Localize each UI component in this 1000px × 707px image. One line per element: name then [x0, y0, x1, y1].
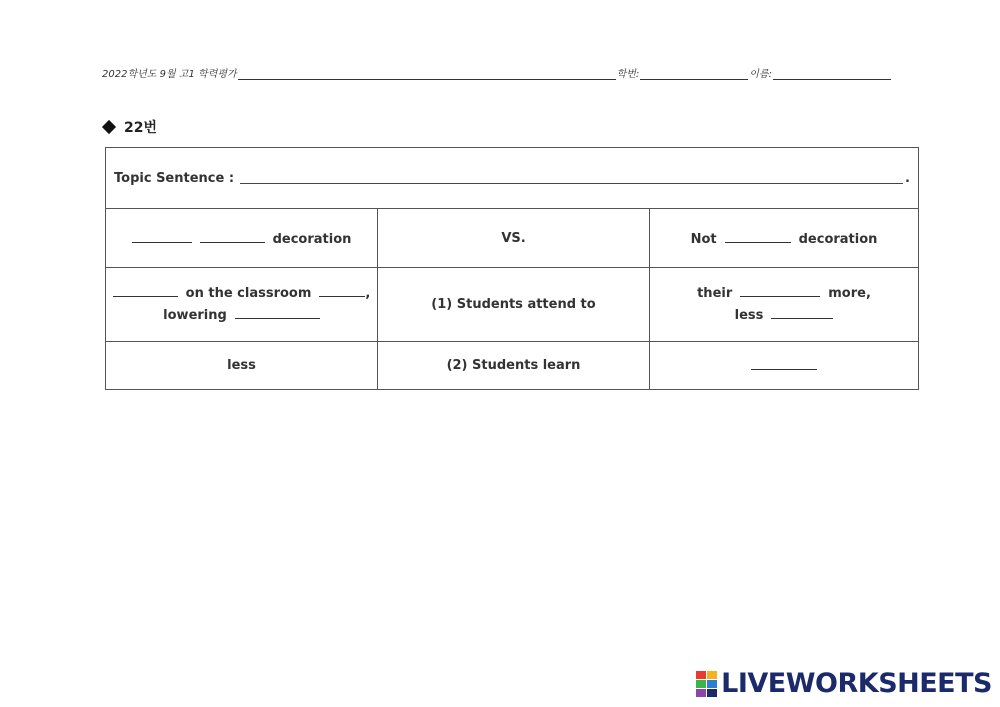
answer-blank[interactable]: [319, 284, 365, 297]
exam-title: 2022학년도 9월 고1 학력평가: [102, 69, 237, 80]
table-row: [106, 209, 919, 268]
answer-blank[interactable]: [751, 357, 817, 370]
row3-middle-text: (2) Students learn: [446, 358, 581, 373]
row2-left-cell: [106, 268, 378, 342]
row2-left-comma: ,: [365, 285, 371, 301]
name-label: 이름:: [749, 69, 772, 80]
row1-right-prefix: Not: [690, 231, 717, 247]
row3-right-cell: [650, 342, 919, 390]
row3-left-text: less: [227, 358, 256, 373]
diamond-bullet-icon: [102, 120, 116, 134]
row2-right-word3: less: [734, 307, 764, 323]
liveworksheets-logo: [696, 668, 992, 699]
row1-right-word: decoration: [798, 231, 878, 247]
topic-row: [106, 148, 919, 209]
row2-middle-cell: [378, 268, 650, 342]
row2-right-word2: more,: [828, 285, 871, 301]
exam-header: [102, 64, 892, 80]
row2-right-cell: [650, 268, 919, 342]
row1-left-word: decoration: [272, 231, 352, 247]
answer-blank[interactable]: [771, 306, 833, 319]
student-id-blank[interactable]: [640, 67, 748, 80]
row3-middle-cell: [378, 342, 650, 390]
table-row: [106, 342, 919, 390]
answer-blank[interactable]: [113, 284, 178, 297]
row3-left-cell: [106, 342, 378, 390]
row2-middle-text: (1) Students attend to: [431, 296, 596, 312]
row1-middle-cell: [378, 209, 650, 268]
row2-left-word1: on the classroom: [185, 285, 312, 301]
worksheet-table: [105, 147, 919, 390]
answer-blank[interactable]: [725, 230, 791, 243]
question-heading: [104, 117, 157, 137]
topic-sentence-blank[interactable]: [240, 163, 903, 184]
topic-label: Topic Sentence :: [114, 171, 235, 186]
student-id-label: 학번:: [616, 69, 640, 80]
row1-left-cell: [106, 209, 378, 268]
topic-cell: [106, 148, 919, 209]
logo-text: LIVEWORKSHEETS: [721, 668, 992, 699]
exam-title-line: [238, 67, 616, 80]
row2-left-word2: lowering: [163, 307, 227, 323]
topic-period: .: [905, 171, 910, 186]
answer-blank[interactable]: [132, 230, 192, 243]
question-number: 22번: [124, 120, 158, 136]
vs-label: VS.: [501, 230, 526, 246]
answer-blank[interactable]: [235, 306, 320, 319]
liveworksheets-logo-icon: [696, 671, 717, 697]
answer-blank[interactable]: [740, 284, 820, 297]
row2-right-word1: their: [697, 285, 733, 301]
row1-right-cell: [650, 209, 919, 268]
name-blank[interactable]: [773, 67, 891, 80]
answer-blank[interactable]: [200, 230, 265, 243]
table-row: [106, 268, 919, 342]
